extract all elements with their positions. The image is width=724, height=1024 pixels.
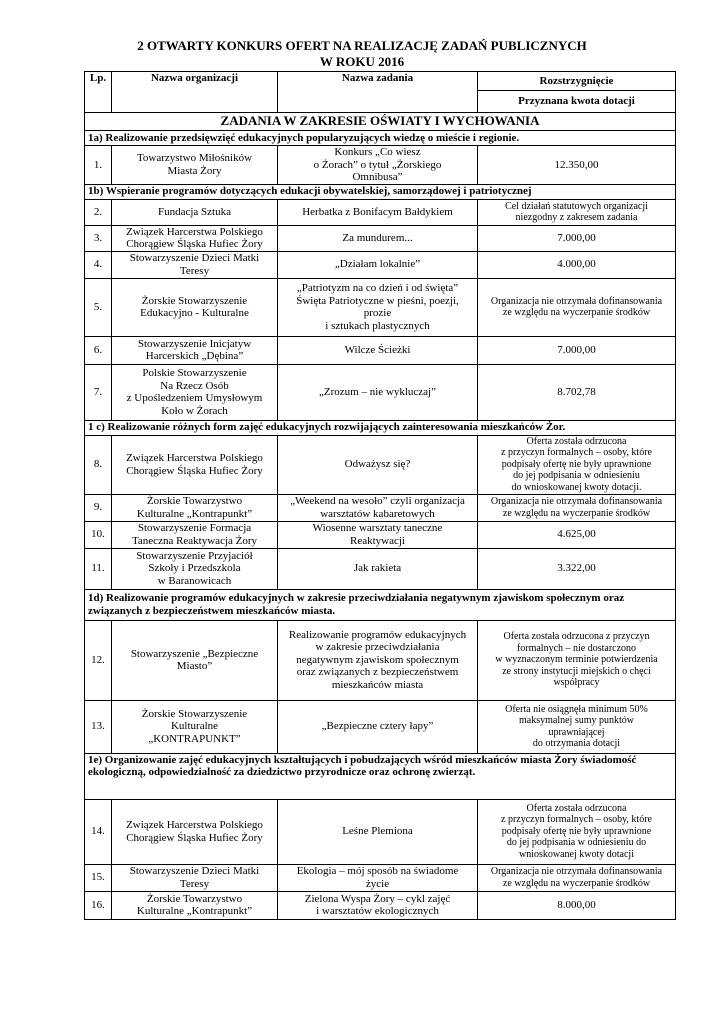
cell-organization: Stowarzyszenie Dzieci Matki Teresy (112, 251, 278, 278)
category-1b: 1b) Wspieranie programów dotyczących edukacji obywatelskiej, samorządowej i patriotycznej (85, 184, 676, 199)
table-row (85, 364, 676, 420)
cell-result: Oferta nie osiągnęła minimum 50% maksymalnej sumy punktów uprawniającej do otrzymania dotacji (478, 700, 676, 753)
cell-task: Ekologia – mój sposób na świadome życie (278, 864, 478, 891)
cell-lp: 7. (85, 364, 112, 420)
table-row (85, 435, 676, 494)
cell-task: Odważysz się? (278, 435, 478, 494)
header-amount: Przyznana kwota dotacji (478, 91, 676, 113)
cell-organization: Związek Harcerstwa Polskiego Chorągiew Śląska Hufiec Żory (112, 435, 278, 494)
cell-lp: 1. (85, 146, 112, 185)
cell-task: Konkurs „Co wiesz o Żorach” o tytuł „Żorskiego Omnibusa” (278, 146, 478, 185)
cell-lp: 12. (85, 620, 112, 700)
category-row (85, 184, 676, 199)
header-lp: Lp. (85, 72, 112, 113)
cell-task: „Bezpieczne cztery łapy” (278, 700, 478, 753)
cell-task: Za mundurem... (278, 225, 478, 251)
results-table (84, 71, 676, 920)
cell-lp: 2. (85, 199, 112, 225)
table-row (85, 251, 676, 278)
cell-result: Oferta została odrzucona z przyczyn formalnych – nie dostarczono w wyznaczonym terminie potwierdzenia ze strony instytucji miejskich o chęci współpracy (478, 620, 676, 700)
category-1d: 1d) Realizowanie programów edukacyjnych w zakresie przeciwdziałania negatywnym zjawiskom społecznym oraz związanych z bezpieczeństwem mieszkańców miasta. (85, 589, 676, 620)
cell-result: Organizacja nie otrzymała dofinansowania ze względu na wyczerpanie środków (478, 278, 676, 336)
header-row (85, 72, 676, 91)
cell-lp: 16. (85, 891, 112, 919)
cell-result: 3.322,00 (478, 548, 676, 589)
cell-lp: 4. (85, 251, 112, 278)
cell-task: Herbatka z Bonifacym Bałdykiem (278, 199, 478, 225)
cell-organization: Stowarzyszenie Dzieci Matki Teresy (112, 864, 278, 891)
cell-result: Oferta została odrzucona z przyczyn formalnych – osoby, które podpisały ofertę nie były uprawnione do jej podpisania w odniesieniu do wnioskowanej kwoty dotacji (478, 799, 676, 864)
cell-task: Leśne Plemiona (278, 799, 478, 864)
cell-result: Organizacja nie otrzymała dofinansowania ze względu na wyczerpanie środków (478, 864, 676, 891)
table-row (85, 891, 676, 919)
cell-result: 4.625,00 (478, 521, 676, 548)
cell-task: Zielona Wyspa Żory – cykl zajęć i warsztatów ekologicznych (278, 891, 478, 919)
cell-organization: Stowarzyszenie Przyjaciół Szkoły i Przedszkola w Baranowicach (112, 548, 278, 589)
cell-organization: Żorskie Towarzystwo Kulturalne „Kontrapunkt” (112, 494, 278, 521)
cell-lp: 5. (85, 278, 112, 336)
cell-lp: 13. (85, 700, 112, 753)
table-row (85, 278, 676, 336)
section-row (85, 113, 676, 131)
cell-result: 7.000,00 (478, 225, 676, 251)
header-result: Rozstrzygnięcie (478, 72, 676, 91)
cell-organization: Żorskie Stowarzyszenie Edukacyjno - Kulturalne (112, 278, 278, 336)
cell-result: 8.702,78 (478, 364, 676, 420)
cell-organization: Stowarzyszenie Inicjatyw Harcerskich „Dębina” (112, 336, 278, 364)
cell-lp: 8. (85, 435, 112, 494)
cell-lp: 10. (85, 521, 112, 548)
cell-task: Realizowanie programów edukacyjnych w zakresie przeciwdziałania negatywnym zjawiskom społecznym oraz związanych z bezpieczeństwem mieszkańców miasta (278, 620, 478, 700)
table-row (85, 494, 676, 521)
header-task: Nazwa zadania (278, 72, 478, 113)
table-row (85, 336, 676, 364)
table-row (85, 799, 676, 864)
table-row (85, 199, 676, 225)
cell-result: Organizacja nie otrzymała dofinansowania ze względu na wyczerpanie środków (478, 494, 676, 521)
cell-organization: Żorskie Stowarzyszenie Kulturalne „KONTRAPUNKT” (112, 700, 278, 753)
cell-lp: 15. (85, 864, 112, 891)
cell-task: Jak rakieta (278, 548, 478, 589)
cell-result: Cel działań statutowych organizacji niezgodny z zakresem zadania (478, 199, 676, 225)
category-1c: 1 c) Realizowanie różnych form zajęć edukacyjnych rozwijających zainteresowania mieszkańców Żor. (85, 420, 676, 435)
cell-organization: Stowarzyszenie „Bezpieczne Miasto” (112, 620, 278, 700)
cell-lp: 11. (85, 548, 112, 589)
cell-organization: Towarzystwo Miłośników Miasta Żory (112, 146, 278, 185)
category-row (85, 131, 676, 146)
table-row (85, 548, 676, 589)
cell-result: 8.000,00 (478, 891, 676, 919)
section-title: ZADANIA W ZAKRESIE OŚWIATY I WYCHOWANIA (85, 113, 676, 131)
cell-organization: Polskie Stowarzyszenie Na Rzecz Osób z Upośledzeniem Umysłowym Koło w Żorach (112, 364, 278, 420)
category-1a: 1a) Realizowanie przedsięwzięć edukacyjnych popularyzujących wiedzę o mieście i regionie. (85, 131, 676, 146)
cell-lp: 9. (85, 494, 112, 521)
cell-organization: Żorskie Towarzystwo Kulturalne „Kontrapunkt” (112, 891, 278, 919)
cell-organization: Fundacja Sztuka (112, 199, 278, 225)
cell-organization: Stowarzyszenie Formacja Taneczna Reaktywacja Żory (112, 521, 278, 548)
table-row (85, 620, 676, 700)
table-row (85, 146, 676, 185)
title-line-2: W ROKU 2016 (319, 54, 405, 69)
cell-lp: 14. (85, 799, 112, 864)
cell-result: 7.000,00 (478, 336, 676, 364)
cell-task: Wiosenne warsztaty taneczne Reaktywacji (278, 521, 478, 548)
cell-lp: 6. (85, 336, 112, 364)
table-row (85, 864, 676, 891)
cell-result: 12.350,00 (478, 146, 676, 185)
document-title (0, 38, 724, 70)
category-row (85, 589, 676, 620)
cell-task: „Weekend na wesoło” czyli organizacja warsztatów kabaretowych (278, 494, 478, 521)
category-row (85, 420, 676, 435)
cell-task: „Działam lokalnie” (278, 251, 478, 278)
cell-task: Wilcze Ścieżki (278, 336, 478, 364)
table-row (85, 521, 676, 548)
cell-result: 4.000,00 (478, 251, 676, 278)
header-organization: Nazwa organizacji (112, 72, 278, 113)
cell-result: Oferta została odrzucona z przyczyn formalnych – osoby, które podpisały ofertę nie były uprawnione do jej podpisania w odniesieniu do wnioskowanej kwoty dotacji. (478, 435, 676, 494)
category-row (85, 753, 676, 799)
table-row (85, 700, 676, 753)
title-line-1: 2 OTWARTY KONKURS OFERT NA REALIZACJĘ ZADAŃ PUBLICZNYCH (137, 38, 587, 53)
category-1e: 1e) Organizowanie zajęć edukacyjnych kształtujących i pobudzających wśród mieszkańców miasta Żory świadomość ekologiczną, odpowiedzialność za dziedzictwo przyrodnicze oraz ochronę zwierząt. (85, 753, 676, 799)
cell-organization: Związek Harcerstwa Polskiego Chorągiew Śląska Hufiec Żory (112, 225, 278, 251)
cell-task: „Patriotyzm na co dzień i od święta” Święta Patriotyczne w pieśni, poezji, prozie i sztukach plastycznych (278, 278, 478, 336)
table-row (85, 225, 676, 251)
cell-lp: 3. (85, 225, 112, 251)
cell-task: „Zrozum – nie wykluczaj” (278, 364, 478, 420)
cell-organization: Związek Harcerstwa Polskiego Chorągiew Śląska Hufiec Żory (112, 799, 278, 864)
